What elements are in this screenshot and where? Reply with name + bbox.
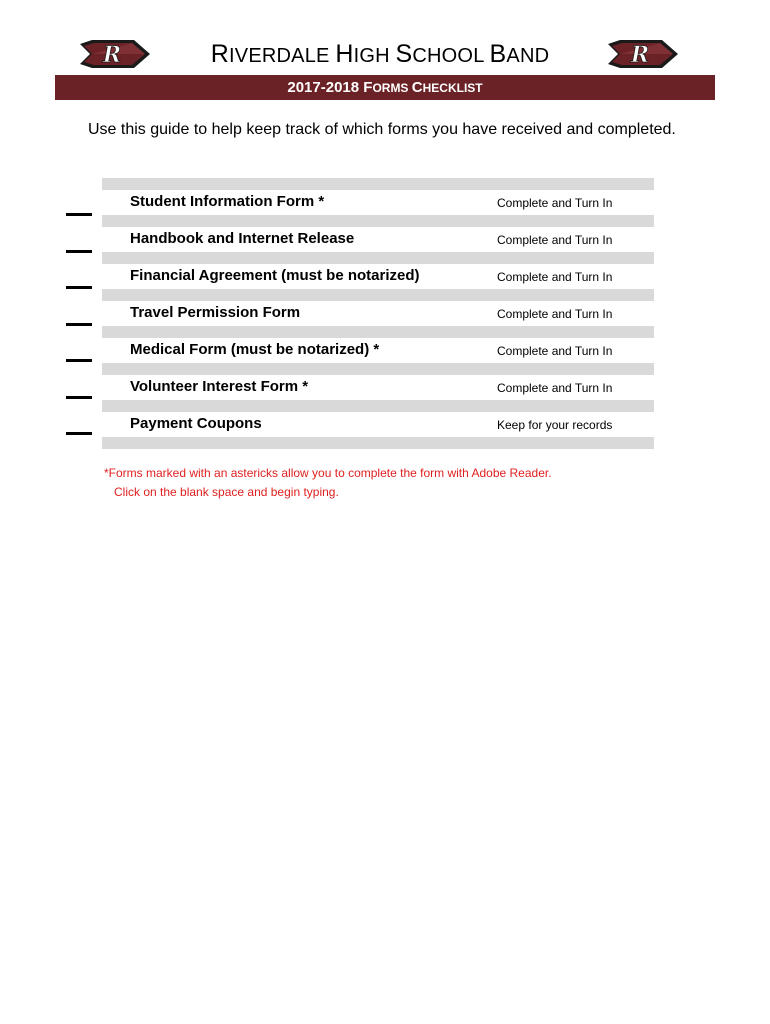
form-name: Travel Permission Form xyxy=(130,304,301,321)
intro-text: Use this guide to help keep track of which forms you have received and completed. xyxy=(88,121,676,138)
checklist-row xyxy=(102,375,654,400)
checkbox-blank-line[interactable] xyxy=(66,323,92,326)
row-divider xyxy=(102,400,654,412)
checklist-row xyxy=(102,227,654,252)
row-divider xyxy=(102,252,654,264)
row-divider xyxy=(102,178,654,190)
logo-letter: R xyxy=(102,42,122,68)
checkbox-blank-line[interactable] xyxy=(66,396,92,399)
row-divider xyxy=(102,215,654,227)
checklist-row xyxy=(102,264,654,289)
form-name: Financial Agreement (must be notarized) xyxy=(130,267,420,284)
checklist-row xyxy=(102,301,654,326)
row-divider xyxy=(102,437,654,449)
form-action: Complete and Turn In xyxy=(497,270,613,284)
forms-checklist xyxy=(102,178,654,449)
form-name: Student Information Form * xyxy=(130,193,325,210)
row-divider xyxy=(102,289,654,301)
checkbox-blank-line[interactable] xyxy=(66,286,92,289)
arrowhead-logo-icon xyxy=(606,36,680,72)
checklist-banner: 2017-2018 FORMS CHECKLIST xyxy=(55,75,715,100)
fillable-forms-note xyxy=(104,464,704,502)
note-line: *Forms marked with an astericks allow you to complete the form with Adobe Reader. xyxy=(104,466,552,480)
checkbox-blank-line[interactable] xyxy=(66,213,92,216)
checklist-row xyxy=(102,190,654,215)
form-action: Complete and Turn In xyxy=(497,196,613,210)
page-title: RIVERDALE HIGH SCHOOL BAND xyxy=(210,40,550,68)
form-name: Payment Coupons xyxy=(130,415,262,432)
checklist-row xyxy=(102,412,654,437)
row-divider xyxy=(102,363,654,375)
form-action: Complete and Turn In xyxy=(497,233,613,247)
checkbox-blank-line[interactable] xyxy=(66,359,92,362)
form-action: Complete and Turn In xyxy=(497,307,613,321)
checkbox-blank-line[interactable] xyxy=(66,250,92,253)
row-divider xyxy=(102,326,654,338)
arrowhead-logo-icon xyxy=(78,36,152,72)
form-action: Complete and Turn In xyxy=(497,381,613,395)
form-action: Keep for your records xyxy=(497,418,613,432)
checklist-row xyxy=(102,338,654,363)
form-action: Complete and Turn In xyxy=(497,344,613,358)
form-name: Handbook and Internet Release xyxy=(130,230,355,247)
form-name: Volunteer Interest Form * xyxy=(130,378,309,395)
note-line: Click on the blank space and begin typing. xyxy=(114,485,339,499)
checkbox-blank-line[interactable] xyxy=(66,432,92,435)
logo-letter: R xyxy=(630,42,650,68)
form-name: Medical Form (must be notarized) * xyxy=(130,341,380,358)
